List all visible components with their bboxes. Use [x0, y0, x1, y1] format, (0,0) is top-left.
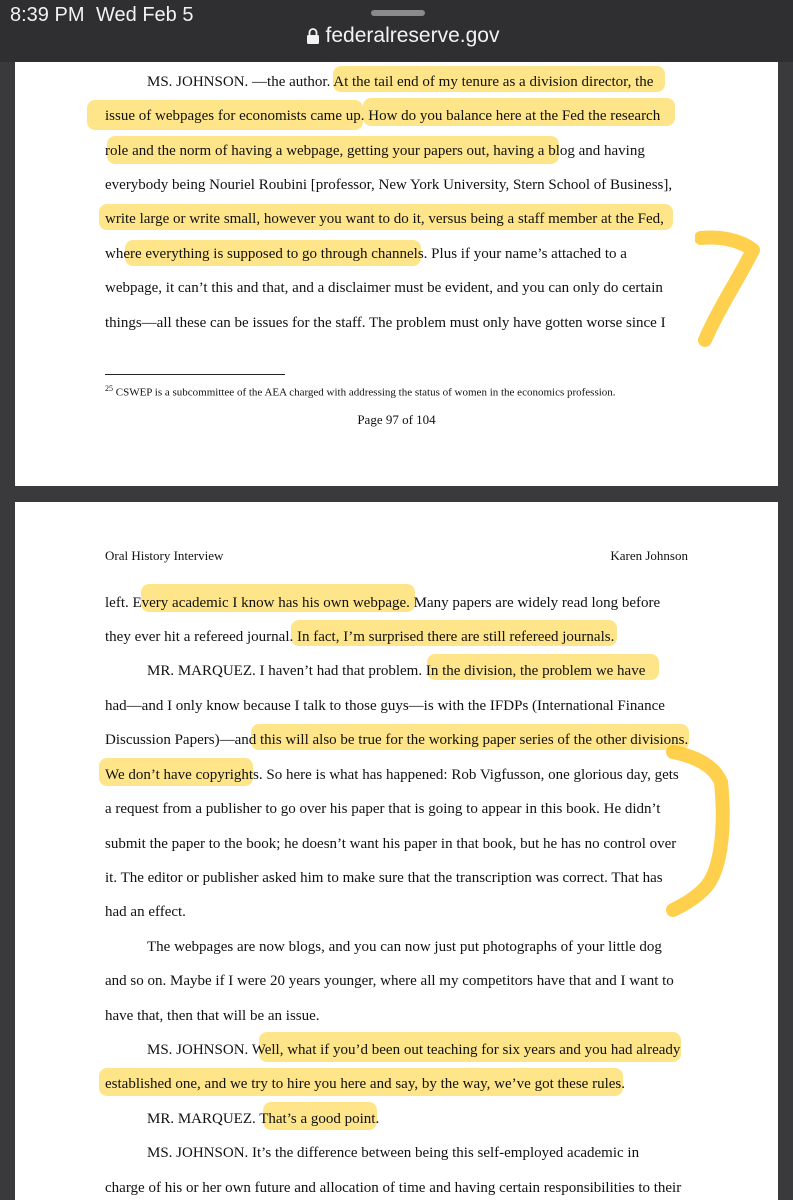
status-time: 8:39 PM: [10, 4, 85, 26]
text-line: MS. JOHNSON. Well, what if you’d been out teaching for six years and you had already: [147, 1042, 681, 1058]
text-line: left. Every academic I know has his own webpage. Many papers are widely read long before: [105, 595, 661, 611]
text-line: established one, and we try to hire you here and say, by the way, we’ve got these rules.: [105, 1076, 625, 1092]
document-page-98[interactable]: [15, 502, 778, 1200]
footnote-text: CSWEP is a subcommittee of the AEA charged with addressing the status of women in the economics profession.: [113, 386, 616, 399]
text-line: MR. MARQUEZ. That’s a good point.: [147, 1111, 380, 1127]
text-line: MS. JOHNSON. —the author. At the tail end of my tenure as a division director, the: [147, 74, 654, 90]
document-page-97[interactable]: [15, 62, 778, 486]
running-header-right: Karen Johnson: [610, 548, 688, 563]
url-text[interactable]: federalreserve.gov: [325, 24, 500, 47]
text-line: a request from a publisher to go over his paper that is going to appear in this book. He didn’t: [105, 801, 661, 817]
text-line: they ever hit a refereed journal. In fact, I’m surprised there are still refereed journals.: [105, 629, 615, 645]
footnote-rule: [105, 374, 285, 375]
page-number: Page 97 of 104: [357, 412, 436, 427]
text-line: had—and I only know because I talk to those guys—is with the IFDPs (International Finance: [105, 698, 665, 714]
text-line: Discussion Papers)—and this will also be true for the working paper series of the other divisions.: [105, 732, 689, 748]
text-line: webpage, it can’t this and that, and a disclaimer must be evident, and you can only do certain: [105, 280, 663, 296]
text-line: everybody being Nouriel Roubini [professor, New York University, Stern School of Business],: [105, 177, 673, 193]
multitasking-grabber[interactable]: [371, 10, 425, 16]
text-line: and so on. Maybe if I were 20 years younger, where all my competitors have that and I want to: [105, 973, 674, 989]
text-line: things—all these can be issues for the staff. The problem must only have gotten worse since I: [105, 315, 666, 331]
running-header-left: Oral History Interview: [105, 548, 224, 563]
text-line: We don’t have copyrights. So here is what has happened: Rob Vigfusson, one glorious day, gets: [105, 767, 679, 783]
text-line: it. The editor or publisher asked him to make sure that the transcription was correct. That has: [105, 870, 663, 886]
footnote: [105, 384, 616, 399]
text-line: MS. JOHNSON. It’s the difference between being this self-employed academic in: [147, 1145, 640, 1161]
text-line: write large or write small, however you want to do it, versus being a staff member at the Fed,: [105, 211, 664, 227]
text-line: charge of his or her own future and allocation of time and having certain responsibilities to their: [105, 1180, 682, 1196]
text-line: submit the paper to the book; he doesn’t want his paper in that book, but he has no control over: [105, 836, 677, 852]
text-line: The webpages are now blogs, and you can now just put photographs of your little dog: [147, 939, 662, 955]
text-line: issue of webpages for economists came up. How do you balance here at the Fed the research: [105, 108, 661, 124]
text-line: role and the norm of having a webpage, getting your papers out, having a blog and having: [105, 143, 645, 159]
text-line: where everything is supposed to go through channels. Plus if your name’s attached to a: [105, 246, 627, 262]
lock-icon: [306, 27, 320, 45]
url-bar[interactable]: [0, 24, 793, 58]
pencil-bracket-mark: [695, 228, 765, 348]
text-line: MR. MARQUEZ. I haven’t had that problem. In the division, the problem we have: [147, 663, 646, 679]
text-line: had an effect.: [105, 904, 186, 920]
text-line: have that, then that will be an issue.: [105, 1008, 320, 1024]
footnote-number: 25: [105, 384, 113, 393]
status-bar: [0, 0, 793, 62]
status-date: Wed Feb 5: [96, 4, 194, 26]
